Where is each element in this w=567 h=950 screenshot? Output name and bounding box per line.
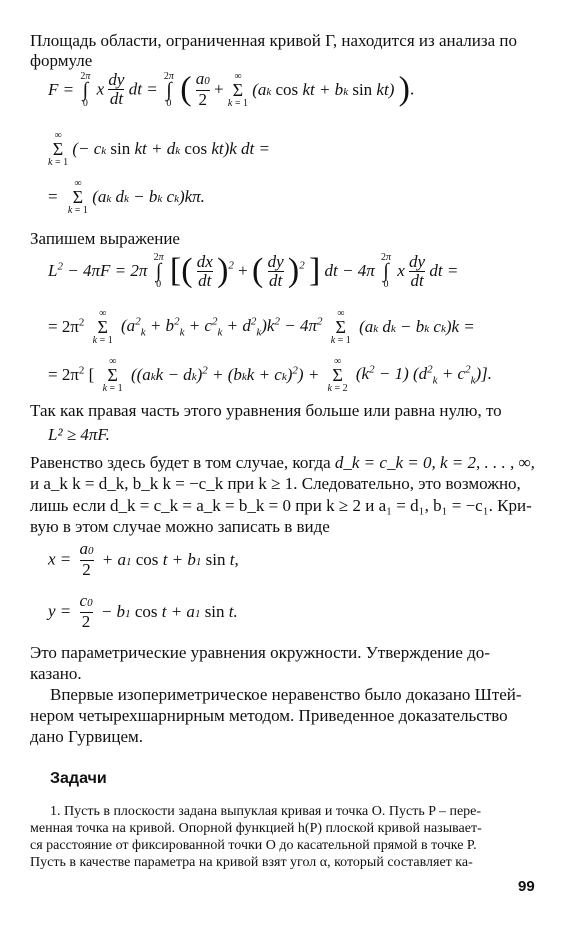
problem-1-line-1: 1. Пусть в плоскости задана выпуклая кривая и точка O. Пусть P – пере- (50, 804, 482, 819)
formula-area-line-2: ∞ Σ k = 1 (− ck sin kt + dk cos kt)k dt = (48, 130, 270, 168)
formula-l2-line-1: $L^2 - 4\pi F = 2\pi$ 2π ∫ 0 [( $\frac{dx}{dt}$ )$^2$ + ( $\frac{dy}{dt}$ )$^2$ ] dt − 4π 2π ∫ 0 x $\frac{dy}{dt}$ dt = (48, 251, 459, 290)
section-heading: Задачи (50, 770, 107, 787)
problem-1-line-4: Пусть в качестве параметра на кривой взят угол α, который составляет ка- (30, 855, 473, 870)
paragraph-4-line-1-text: Равенство здесь будет в том случае, когда (30, 453, 331, 472)
equation-y: y = $\frac{c0}{2}$ − b1 cos t + a1 sin t. (48, 591, 238, 631)
page-number: 99 (518, 878, 535, 895)
formula-area-f: F = 2π ∫ 0 x $\frac{dy}{dt}$ dt = 2π ∫ 0 ( $\frac{a0}{2}$ + ∞ Σ k = 1 (ak cos kt + bk sin kt) ). (48, 69, 415, 109)
paragraph-4-line-4: вую в этом случае можно записать в виде (30, 517, 330, 536)
paragraph-5-line-1: Это параметрические уравнения окружности. Утверждение до- (30, 643, 490, 662)
formula-l2-line-2: = $2\pi^2$ ∞ Σ k = 1 $(a^2_k + b^2_k + c^2_k + d^2_k)k^2 - 4\pi^2$ ∞ Σ k = 1 (ak dk − bk ck)k = (48, 308, 475, 346)
paragraph-4-line-2: и a_k k = d_k, b_k k = −c_k при k ≥ 1. Следовательно, это возможно, (30, 474, 521, 493)
formula-area-line-3: = ∞ Σ k = 1 (ak dk − bk ck)kπ. (48, 178, 205, 216)
paragraph-1-line-2: формуле (30, 51, 93, 70)
paragraph-4-line-3: лишь если d_k = c_k = a_k = b_k = 0 при k ≥ 2 и a₁ = d₁, b₁ = −c₁. Кри- (30, 496, 532, 515)
paragraph-4-line-1-math: d_k = c_k = 0, k = 2, . . . , ∞, (334, 453, 535, 472)
paragraph-4-line-1 (30, 452, 535, 474)
problem-1-line-3: ся расстояние от фиксированной точки O до касательной прямой в точке P. (30, 838, 477, 853)
paragraph-3-line-1: Так как правая часть этого уравнения больше или равна нулю, то (30, 401, 502, 420)
inequality-l2-4pif: L² ≥ 4πF. (48, 425, 110, 444)
equation-x: x = $\frac{a0}{2}$ + a1 cos t + b1 sin t, (48, 539, 239, 579)
problem-1-line-2: менная точка на кривой. Опорной функцией h(P) плоской кривой называет- (30, 821, 482, 836)
paragraph-2: Запишем выражение (30, 229, 180, 248)
formula-l2-line-3: = $2\pi^2$ [ ∞ Σ k = 1 ((akk − dk)$^2$ + (bkk + ck)$^2$) + ∞ Σ k = 2 $(k^2 - 1) (d^2_k + c^2_k)$]. (48, 356, 492, 394)
paragraph-6-line-2: нером четырехшарнирным методом. Приведенное доказательство (30, 706, 508, 725)
paragraph-5-line-2: казано. (30, 664, 82, 683)
paragraph-6-line-3: дано Гурвицем. (30, 727, 143, 746)
paragraph-6-line-1: Впервые изопериметрическое неравенство было доказано Штей- (50, 685, 522, 704)
paragraph-1-line-1: Площадь области, ограниченная кривой Γ, находится из анализа по (30, 31, 517, 50)
